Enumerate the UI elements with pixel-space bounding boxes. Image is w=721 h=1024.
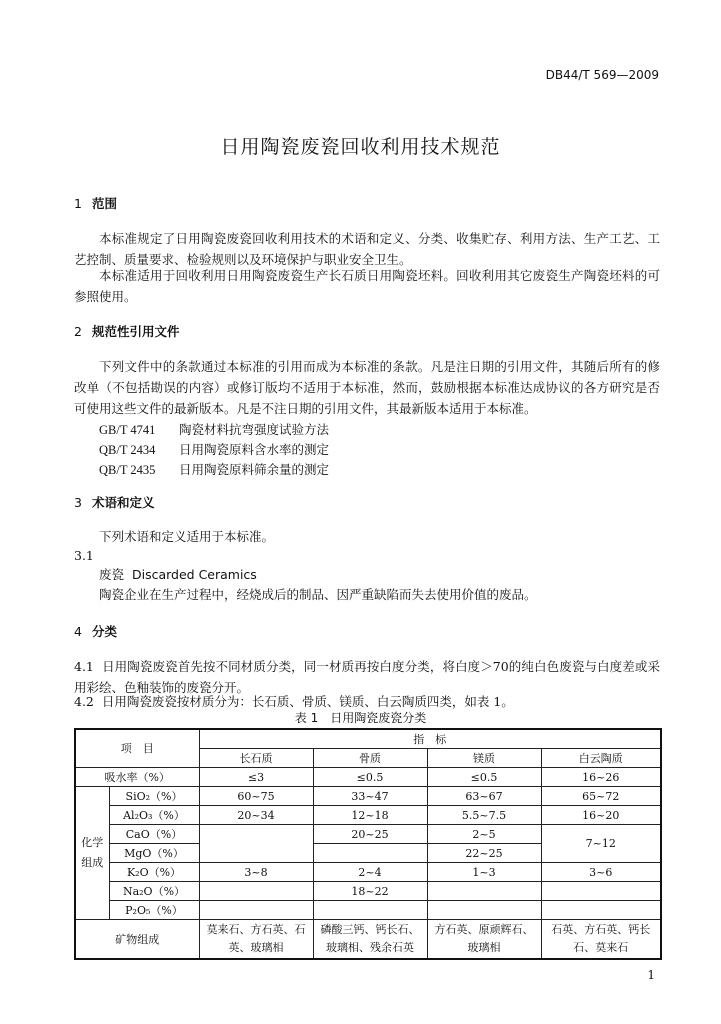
term-definition: 陶瓷企业在生产过程中，经烧成后的制品、因严重缺陷而失去使用价值的废品。 bbox=[99, 587, 537, 602]
table-cell: 16~26 bbox=[541, 768, 661, 787]
table-row bbox=[75, 863, 661, 882]
clause-text: 日用陶瓷废瓷按材质分为：长石质、骨质、镁质、白云陶质四类，如表 1。 bbox=[101, 694, 514, 709]
section-3-paragraph-1: 下列术语和定义适用于本标准。 bbox=[99, 529, 275, 544]
table-header-row bbox=[75, 729, 661, 749]
table-cell bbox=[427, 882, 541, 901]
term-chinese: 废瓷 bbox=[99, 567, 125, 582]
table-cell bbox=[199, 882, 313, 901]
table-row bbox=[75, 920, 661, 960]
table-cell bbox=[541, 882, 661, 901]
table-cell: 3~6 bbox=[541, 863, 661, 882]
section-title: 范围 bbox=[92, 196, 118, 211]
row-label: K₂O（%） bbox=[109, 863, 199, 882]
document-code: DB44/T 569—2009 bbox=[545, 68, 659, 82]
reference-name: 日用陶瓷原料筛余量的测定 bbox=[179, 462, 330, 477]
table-cell: ≤3 bbox=[199, 768, 313, 787]
term-entry bbox=[99, 565, 257, 583]
column-header: 长石质 bbox=[199, 749, 313, 768]
section-number: 2 bbox=[74, 324, 82, 339]
section-title: 分类 bbox=[92, 624, 118, 639]
section-2-heading bbox=[74, 322, 180, 340]
column-header: 白云陶质 bbox=[541, 749, 661, 768]
reference-item bbox=[99, 420, 329, 438]
table-row bbox=[75, 882, 661, 901]
section-title: 规范性引用文件 bbox=[92, 324, 180, 339]
table-cell bbox=[541, 901, 661, 920]
table-cell: ≤0.5 bbox=[427, 768, 541, 787]
row-label: SiO₂（%） bbox=[109, 787, 199, 806]
row-label: 矿物组成 bbox=[75, 920, 199, 960]
table-row bbox=[75, 825, 661, 844]
page-number: 1 bbox=[647, 968, 655, 982]
section-number: 4 bbox=[74, 624, 82, 639]
clause-text: 日用陶瓷废瓷首先按不同材质分类，同一材质再按白度分类，将白度＞70的纯白色废瓷与白度差或采用彩绘、色釉装饰的废瓷分开。 bbox=[74, 659, 660, 695]
classification-table bbox=[74, 728, 662, 960]
section-1-paragraph-2: 本标准适用于回收利用日用陶瓷废瓷生产长石质日用陶瓷坯料。回收利用其它废瓷生产陶瓷坯料的可参照使用。 bbox=[74, 268, 660, 304]
table-cell: 20~25 bbox=[313, 825, 427, 844]
table-cell: 33~47 bbox=[313, 787, 427, 806]
table-cell: 20~34 bbox=[199, 806, 313, 825]
row-label: CaO（%） bbox=[109, 825, 199, 844]
table-cell: 2~5 bbox=[427, 825, 541, 844]
table-cell: 莫来石、方石英、石英、玻璃相 bbox=[199, 920, 313, 960]
reference-name: 陶瓷材料抗弯强度试验方法 bbox=[179, 422, 330, 437]
table-row bbox=[75, 901, 661, 920]
section-title: 术语和定义 bbox=[92, 495, 155, 510]
table-cell: 方石英、原顽辉石、玻璃相 bbox=[427, 920, 541, 960]
reference-code: QB/T 2434 bbox=[99, 443, 156, 457]
clause-number: 4.1 bbox=[74, 659, 94, 674]
table-cell bbox=[427, 901, 541, 920]
header-item: 项 目 bbox=[75, 729, 199, 768]
clause-3-1-number: 3.1 bbox=[74, 548, 94, 563]
table-cell: 22~25 bbox=[427, 844, 541, 863]
row-label: MgO（%） bbox=[109, 844, 199, 863]
row-label: 吸水率（%） bbox=[75, 768, 199, 787]
section-number: 1 bbox=[74, 196, 82, 211]
table-row bbox=[75, 768, 661, 787]
row-label: P₂O₅（%） bbox=[109, 901, 199, 920]
table-row bbox=[75, 787, 661, 806]
document-title: 日用陶瓷废瓷回收利用技术规范 bbox=[220, 136, 501, 158]
clause-4-2 bbox=[74, 692, 514, 710]
table-cell bbox=[313, 844, 427, 863]
row-label: Al₂O₃（%） bbox=[109, 806, 199, 825]
term-english: Discarded Ceramics bbox=[131, 567, 257, 582]
section-2-paragraph-1: 下列文件中的条款通过本标准的引用而成为本标准的条款。凡是注日期的引用文件，其随后所有的修改单（不包括勘误的内容）或修订版均不适用于本标准，然而，鼓励根据本标准达成协议的各方研究是否可使用这些文件的最新版本。凡是不注日期的引用文件，其最新版本适用于本标准。 bbox=[74, 359, 660, 416]
section-3-heading bbox=[74, 493, 155, 511]
reference-item bbox=[99, 460, 329, 478]
section-number: 3 bbox=[74, 495, 82, 510]
row-label: Na₂O（%） bbox=[109, 882, 199, 901]
section-1-heading bbox=[74, 194, 117, 212]
reference-code: GB/T 4741 bbox=[99, 423, 156, 437]
section-4-heading bbox=[74, 622, 117, 640]
table-cell: 磷酸三钙、钙长石、玻璃相、残余石英 bbox=[313, 920, 427, 960]
column-header: 镁质 bbox=[427, 749, 541, 768]
column-header: 骨质 bbox=[313, 749, 427, 768]
header-index: 指 标 bbox=[199, 729, 661, 749]
reference-name: 日用陶瓷原料含水率的测定 bbox=[179, 442, 330, 457]
table-cell: 7~12 bbox=[541, 825, 661, 863]
table-cell: 12~18 bbox=[313, 806, 427, 825]
table-cell bbox=[199, 901, 313, 920]
table-cell: 16~20 bbox=[541, 806, 661, 825]
table-cell: 60~75 bbox=[199, 787, 313, 806]
table-caption: 表 1 日用陶瓷废瓷分类 bbox=[294, 711, 427, 725]
table-cell: 3~8 bbox=[199, 863, 313, 882]
table-cell: 2~4 bbox=[313, 863, 427, 882]
chemical-composition-label: 化学组成 bbox=[75, 787, 109, 920]
table-cell: 5.5~7.5 bbox=[427, 806, 541, 825]
table-cell: ≤0.5 bbox=[313, 768, 427, 787]
table-row bbox=[75, 806, 661, 825]
clause-number: 4.2 bbox=[74, 694, 94, 709]
section-1-paragraph-1: 本标准规定了日用陶瓷废瓷回收利用技术的术语和定义、分类、收集贮存、利用方法、生产工艺、工艺控制、质量要求、检验规则以及环境保护与职业安全卫生。 bbox=[74, 231, 660, 267]
reference-code: QB/T 2435 bbox=[99, 463, 156, 477]
table-cell: 65~72 bbox=[541, 787, 661, 806]
table-cell: 石英、方石英、钙长石、莫来石 bbox=[541, 920, 661, 960]
reference-item bbox=[99, 440, 329, 458]
table-cell bbox=[199, 825, 313, 863]
table-cell: 63~67 bbox=[427, 787, 541, 806]
table-cell: 18~22 bbox=[313, 882, 427, 901]
table-cell: 1~3 bbox=[427, 863, 541, 882]
table-cell bbox=[313, 901, 427, 920]
